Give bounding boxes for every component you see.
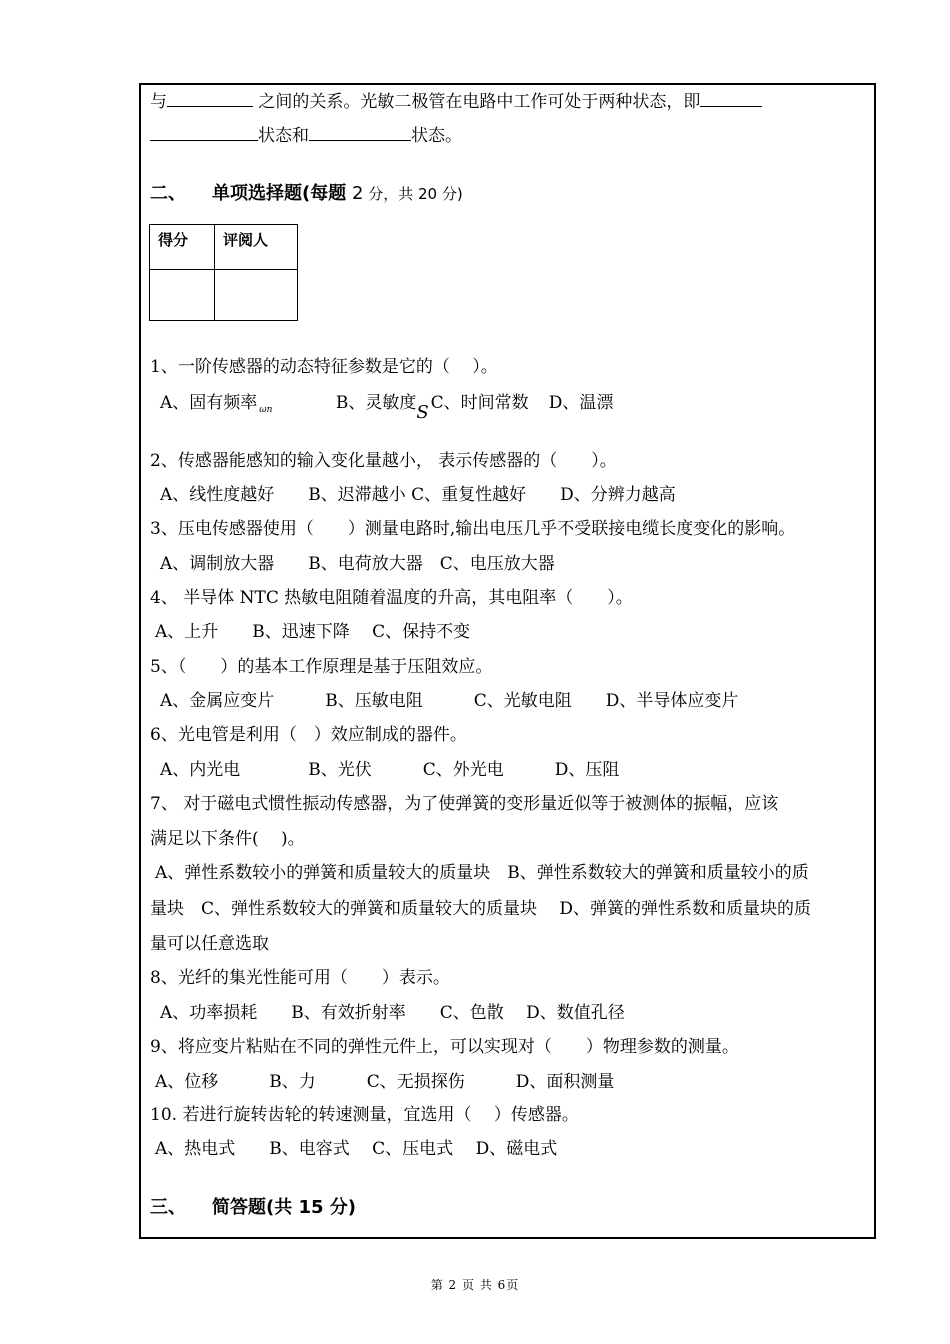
answer-blank[interactable] — [309, 124, 411, 141]
sensitivity-symbol: S — [416, 402, 429, 423]
answer-blank[interactable] — [150, 124, 258, 141]
question-2-options: A、线性度越好 B、迟滞越小 C、重复性越好 D、分辨力越高 — [160, 485, 676, 505]
question-10-options: A、热电式 B、电容式 C、压电式 D、磁电式 — [155, 1139, 558, 1159]
question-7: 7、 对于磁电式惯性振动传感器，为了使弹簧的变形量近似等于被测体的振幅，应该 — [150, 794, 779, 814]
score-header: 得分 — [150, 225, 215, 270]
question-6-options: A、内光电 B、光伏 C、外光电 D、压阻 — [160, 760, 620, 780]
question-9: 9、将应变片粘贴在不同的弹性元件上，可以实现对（ ）物理参数的测量。 — [150, 1037, 739, 1057]
grader-header: 评阅人 — [215, 225, 298, 270]
answer-blank[interactable] — [167, 90, 253, 107]
question-7-options-cont: 量可以任意选取 — [150, 934, 269, 954]
question-8: 8、光纤的集光性能可用（ ）表示。 — [150, 968, 450, 988]
score-table — [149, 224, 298, 321]
question-4-options: A、上升 B、迅速下降 C、保持不变 — [155, 622, 471, 642]
question-5-options: A、金属应变片 B、压敏电阻 C、光敏电阻 D、半导体应变片 — [160, 691, 739, 711]
question-6: 6、光电管是利用（ ）效应制成的器件。 — [150, 725, 467, 745]
section-2-heading: 二、 单项选择题(每题 2 分，共 20 分) — [150, 183, 463, 204]
answer-blank[interactable] — [700, 90, 762, 107]
question-1-options: A、固有频率 $_{\omega n}$ B、灵敏度S C、时间常数 D、温漂 — [160, 393, 614, 423]
question-7-options-cont: 量块 C、弹性系数较大的弹簧和质量较大的质量块 D、弹簧的弹性系数和质量块的质 — [150, 899, 812, 919]
fill-blank-line-1: 与 之间的关系。光敏二极管在电路中工作可处于两种状态，即 — [150, 90, 762, 113]
omega-n-symbol: ωn — [259, 405, 273, 415]
question-4: 4、 半导体 NTC 热敏电阻随着温度的升高，其电阻率（ ）。 — [150, 588, 633, 608]
fill-blank-line-2: 状态和 状态。 — [150, 124, 462, 147]
question-1: 1、一阶传感器的动态特征参数是它的（ ）。 — [150, 357, 498, 377]
question-5: 5、（ ）的基本工作原理是基于压阻效应。 — [150, 657, 493, 677]
question-9-options: A、位移 B、力 C、无损探伤 D、面积测量 — [155, 1072, 615, 1092]
question-8-options: A、功率损耗 B、有效折射率 C、色散 D、数值孔径 — [160, 1003, 625, 1023]
page-footer: 第 2 页 共 6页 — [430, 1278, 520, 1292]
question-3: 3、压电传感器使用（ ）测量电路时,输出电压几乎不受联接电缆长度变化的影响。 — [150, 519, 796, 539]
question-3-options: A、调制放大器 B、电荷放大器 C、电压放大器 — [160, 554, 555, 574]
question-10: 10. 若进行旋转齿轮的转速测量，宜选用（ ）传感器。 — [150, 1105, 579, 1125]
question-7-cont: 满足以下条件( )。 — [150, 829, 305, 849]
score-cell[interactable] — [150, 270, 215, 321]
grader-cell[interactable] — [215, 270, 298, 321]
question-2: 2、传感器能感知的输入变化量越小， 表示传感器的（ ）。 — [150, 451, 617, 471]
section-3-heading: 三、 简答题(共 15 分) — [150, 1197, 357, 1218]
question-7-options: A、弹性系数较小的弹簧和质量较大的质量块 B、弹性系数较大的弹簧和质量较小的质 — [155, 863, 809, 883]
